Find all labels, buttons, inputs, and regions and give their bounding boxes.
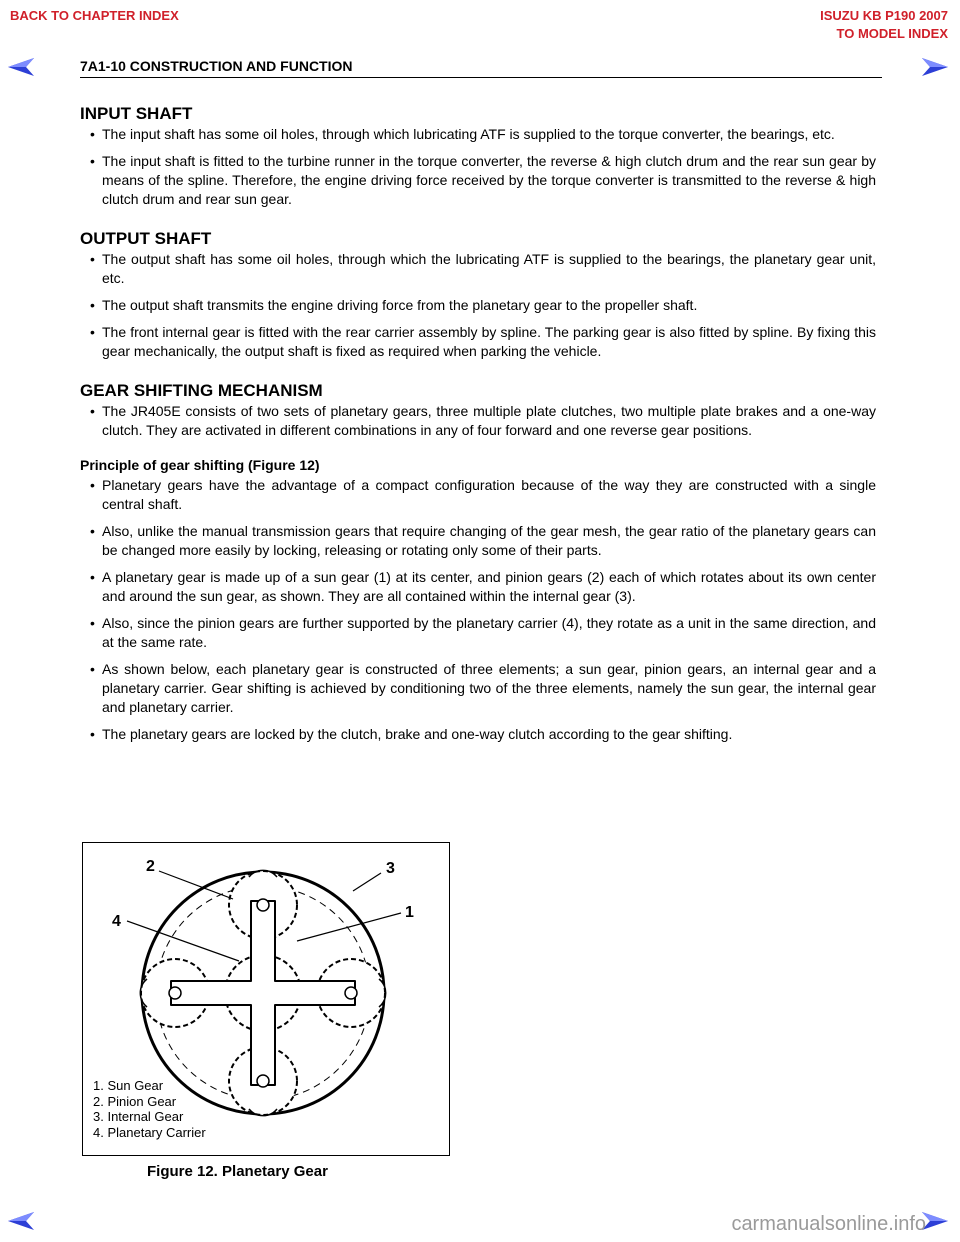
callout-2: 2	[146, 858, 155, 875]
back-to-chapter-index-link[interactable]: BACK TO CHAPTER INDEX	[10, 8, 179, 23]
principle-list	[80, 476, 876, 744]
callout-1: 1	[405, 904, 414, 921]
gear-shifting-list	[80, 402, 876, 440]
page-content	[80, 104, 876, 752]
page-header-title: 7A1-10 CONSTRUCTION AND FUNCTION	[80, 58, 353, 74]
list-item: • The planetary gears are locked by the clutch, brake and one-way clutch according to the gear shifting.	[80, 725, 876, 744]
legend-item: 2. Pinion Gear	[93, 1093, 177, 1109]
list-item: • The input shaft is fitted to the turbine runner in the torque converter, the reverse & high clutch drum and the rear sun gear by means of the spline. Therefore, the engine driving force received by the torque converter is transmitted to the reverse & high clutch drum and rear sun gear.	[80, 152, 876, 209]
arrow-right-icon[interactable]	[920, 56, 950, 78]
list-item: • The output shaft has some oil holes, through which the lubricating ATF is supplied to the bearings, the planetary gear unit, etc.	[80, 250, 876, 288]
input-shaft-list	[80, 125, 876, 209]
arrow-left-icon[interactable]	[6, 1210, 36, 1232]
arrow-left-icon[interactable]	[6, 56, 36, 78]
figure-planetary-gear	[82, 842, 450, 1156]
list-item: • Also, since the pinion gears are further supported by the planetary carrier (4), they rotate as a unit in the same direction, and at the same rate.	[80, 614, 876, 652]
to-model-index-link[interactable]: TO MODEL INDEX	[836, 26, 948, 41]
list-item: • The input shaft has some oil holes, through which lubricating ATF is supplied to the torque converter, the bearings, etc.	[80, 125, 876, 144]
section-title-output-shaft: OUTPUT SHAFT	[80, 229, 212, 248]
section-title-input-shaft: INPUT SHAFT	[80, 104, 193, 123]
subheading-principle: Principle of gear shifting (Figure 12)	[80, 457, 320, 473]
model-name-link[interactable]: ISUZU KB P190 2007	[820, 8, 948, 23]
figure-legend	[93, 1078, 206, 1140]
list-item: • Planetary gears have the advantage of a compact configuration because of the way they are constructed with a single central shaft.	[80, 476, 876, 514]
output-shaft-list	[80, 250, 876, 361]
callout-3: 3	[386, 860, 395, 877]
list-item: • As shown below, each planetary gear is constructed of three elements; a sun gear, pinion gears, an internal gear and a planetary carrier. Gear shifting is achieved by conditioning two of the three elements, namely the sun gear, the internal gear and planetary carrier.	[80, 660, 876, 717]
legend-item: 3. Internal Gear	[93, 1109, 184, 1124]
figure-caption: Figure 12. Planetary Gear	[147, 1163, 328, 1180]
callout-4: 4	[112, 913, 121, 930]
list-item: • The front internal gear is fitted with the rear carrier assembly by spline. The parking gear is also fitted by spline. By fixing this gear mechanically, the output shaft is fixed as required when parking the vehicle.	[80, 323, 876, 361]
list-item: • Also, unlike the manual transmission gears that require changing of the gear mesh, the gear ratio of the planetary gears can be changed more easily by locking, releasing or rotating only some of their parts.	[80, 522, 876, 560]
legend-item: 1. Sun Gear	[93, 1078, 164, 1093]
header-divider	[80, 77, 882, 78]
list-item: • The output shaft transmits the engine driving force from the planetary gear to the propeller shaft.	[80, 296, 876, 315]
section-title-gear-shifting: GEAR SHIFTING MECHANISM	[80, 381, 323, 400]
legend-item: 4. Planetary Carrier	[93, 1124, 206, 1140]
list-item: • The JR405E consists of two sets of planetary gears, three multiple plate clutches, two multiple plate brakes and a one-way clutch. They are activated in different combinations in any of four forward and one reverse gear positions.	[80, 402, 876, 440]
list-item: • A planetary gear is made up of a sun gear (1) at its center, and pinion gears (2) each of which rotates about its own center and around the sun gear, as shown. They are all contained within the internal gear (3).	[80, 568, 876, 606]
watermark: carmanualsonline.info	[731, 1213, 926, 1235]
